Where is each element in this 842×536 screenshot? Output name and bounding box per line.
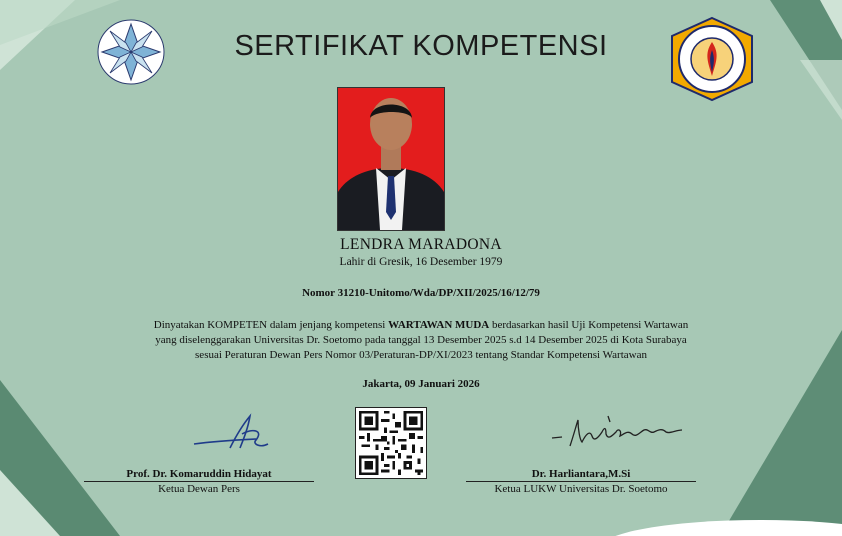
statement-line-3: sesuai Peraturan Dewan Pers Nomor 03/Peraturan-DP/XI/2023 tentang Standar Kompetensi Wartawan <box>195 349 647 361</box>
signature-line-right <box>466 481 696 482</box>
signer-role-right: Ketua LUKW Universitas Dr. Soetomo <box>494 483 668 495</box>
statement-line-2: yang diselenggarakan Universitas Dr. Soetomo pada tanggal 13 Desember 2025 s.d 14 Desember 2025 di Kota Surabaya <box>155 334 687 346</box>
competency-statement <box>0 318 842 363</box>
statement-text: Dinyatakan KOMPETEN dalam jenjang kompetensi <box>153 319 389 331</box>
signature-right <box>548 412 698 456</box>
signer-role-left: Ketua Dewan Pers <box>158 483 240 495</box>
qr-code[interactable] <box>355 407 427 479</box>
statement-line-1 <box>0 318 842 333</box>
holder-name: LENDRA MARADONA <box>340 236 502 253</box>
signer-name-right: Dr. Harliantara,M.Si <box>531 468 631 480</box>
statement-text: berdasarkan hasil Uji Kompetensi Wartawan <box>489 319 689 331</box>
place-date: Jakarta, 09 Januari 2026 <box>362 378 480 390</box>
certificate-number: Nomor 31210-Unitomo/Wda/DP/XII/2025/16/12/79 <box>302 287 540 299</box>
holder-photo <box>337 87 445 231</box>
signer-name-left: Prof. Dr. Komaruddin Hidayat <box>126 468 272 480</box>
competency-level: WARTAWAN MUDA <box>388 319 490 331</box>
certificate-title: SERTIFIKAT KOMPETENSI <box>234 30 608 62</box>
signature-line-left <box>84 481 314 482</box>
birth-info: Lahir di Gresik, 16 Desember 1979 <box>339 256 503 268</box>
signature-left <box>190 412 280 456</box>
